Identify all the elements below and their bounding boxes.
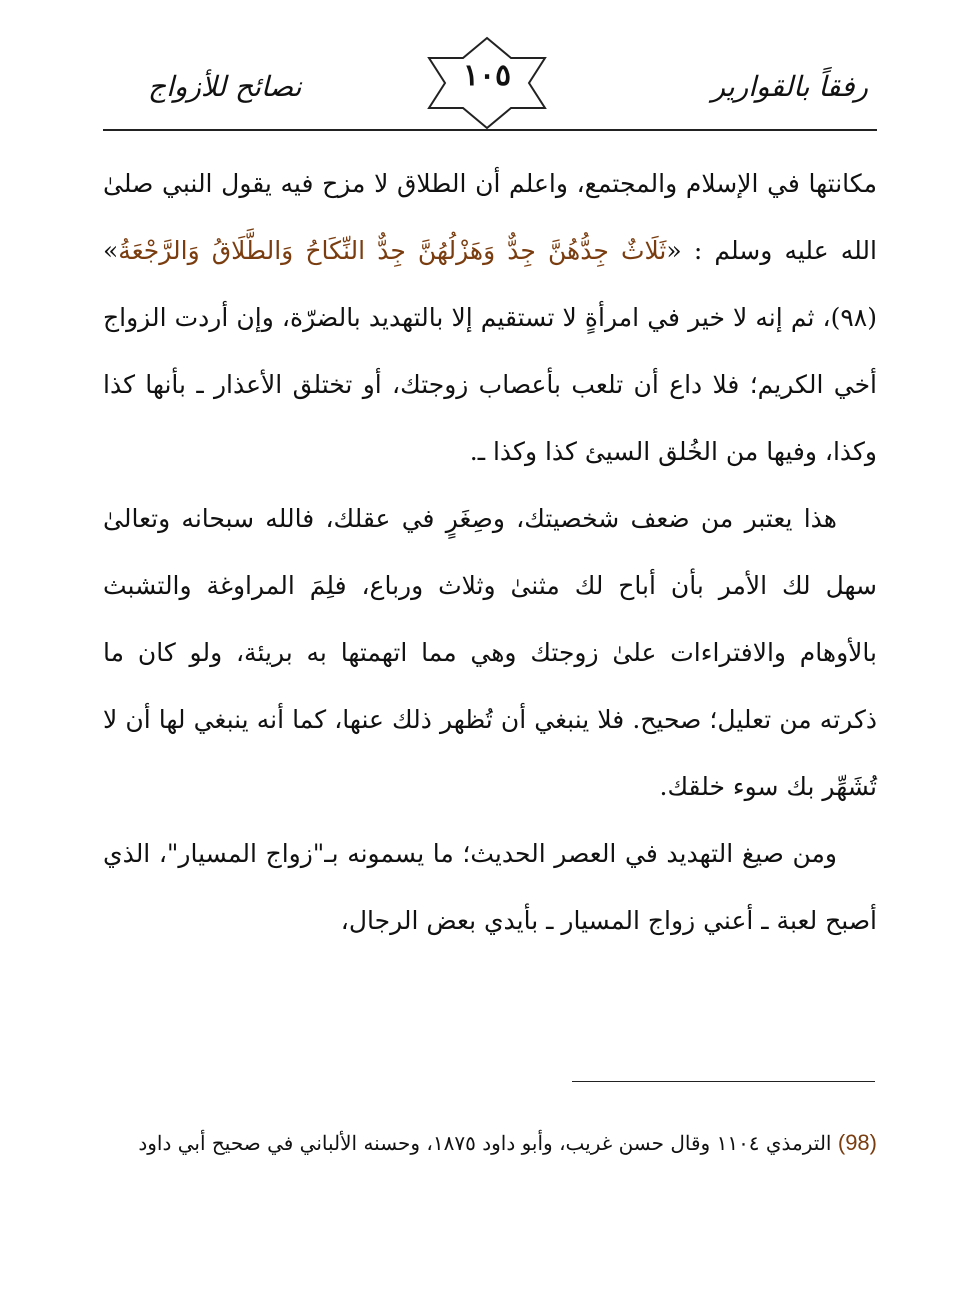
paragraph-2: هذا يعتبر من ضعف شخصيتك، وصِغَرٍ في عقلك، فالله سبحانه وتعالىٰ سهل لك الأمر بأن أباح لك مثنىٰ وثلاث ورباع، فلِمَ المراوغة والتشبث بالأوهام والافتراءات علىٰ زوجتك وهي مما اتهمتها به بريئة، ولو كان ما ذكرته من تعليل؛ صحيح. فلا ينبغي أن تُظهر ذلك عنها، كما أنه ينبغي لها أن لا تُشَهِّر بك سوء خلقك.: [103, 504, 877, 801]
footnote-text: الترمذي ١١٠٤ وقال حسن غريب، وأبو داود ١٨٧٥، وحسنه الألباني في صحيح أبي داود: [138, 1131, 838, 1155]
header-divider: [103, 129, 877, 131]
paragraph-1-rest: » (٩٨)، ثم إنه لا خير في امرأةٍ لا تستقيم إلا بالتهديد بالضرّة، وإن أردت الزواج أخي الكريم؛ فلا داع أن تلعب بأعصاب زوجتك، أو تختلق الأعذار ـ بأنها كذا وكذا، وفيها من الخُلق السيئ كذا وكذا ـ.: [103, 236, 877, 466]
hadith-quote: ثَلَاثٌ جِدُّهُنَّ جِدٌّ وَهَزْلُهُنَّ جِدٌّ النِّكَاحُ وَالطَّلَاقُ وَالرَّجْعَةُ: [118, 236, 667, 265]
footnote-divider: [572, 1081, 875, 1082]
page-number: ١٠٥: [462, 58, 512, 93]
main-text: [103, 150, 877, 954]
header-chapter-title: نصائح للأزواج: [148, 70, 302, 103]
footnote: [103, 1122, 877, 1164]
paragraph-3: ومن صيغ التهديد في العصر الحديث؛ ما يسمونه بـ"زواج المسيار"، الذي أصبح لعبة ـ أعني زواج المسيار ـ بأيدي بعض الرجال،: [103, 839, 877, 935]
paragraph-1: [103, 150, 877, 485]
paragraph-1-intro: مكانتها في الإسلام والمجتمع، واعلم أن الطلاق لا مزح فيه يقول النبي صلىٰ الله عليه وسلم : «: [103, 169, 877, 265]
page-number-badge: [427, 36, 547, 130]
footnote-number: (98): [837, 1130, 877, 1155]
header-book-title: رفقاً بالقوارير: [711, 70, 868, 103]
